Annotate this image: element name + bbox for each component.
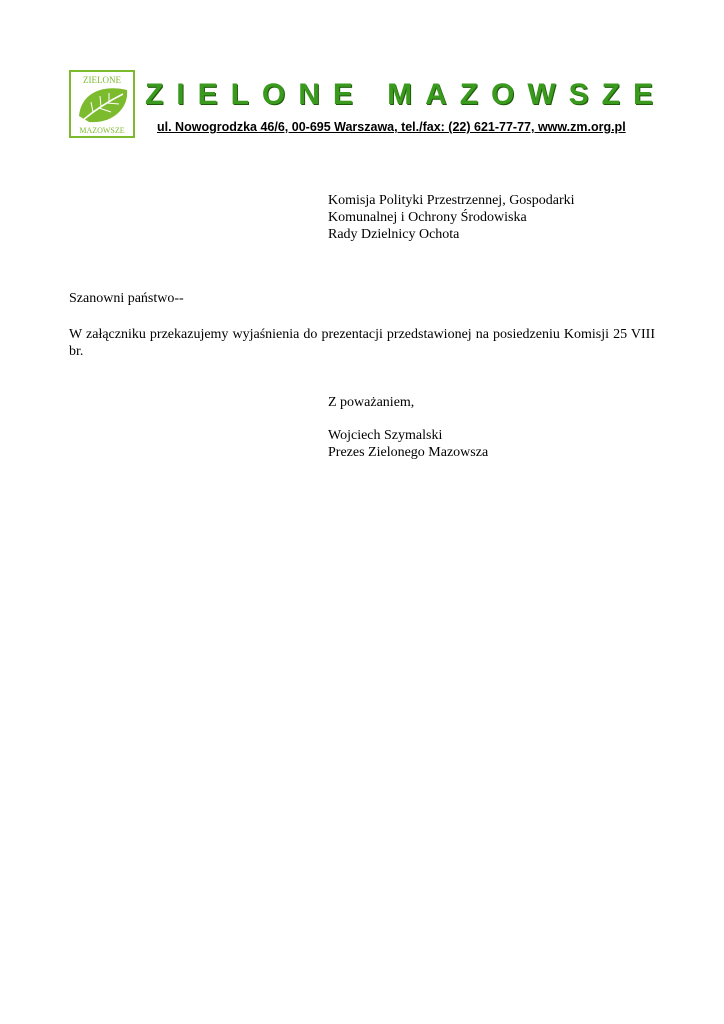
org-name-letter: N bbox=[298, 78, 320, 111]
org-name-letter: Z bbox=[145, 78, 164, 111]
org-name-letter: O bbox=[261, 78, 286, 111]
organization-logo bbox=[69, 70, 135, 138]
signatory-title: Prezes Zielonego Mazowsza bbox=[328, 445, 489, 460]
signatory-name: Wojciech Szymalski bbox=[328, 428, 443, 443]
org-name-space bbox=[366, 78, 374, 112]
organization-address: ul. Nowogrodzka 46/6, 00-695 Warszawa, tel./fax: (22) 621-77-77, www.zm.org.pl bbox=[157, 120, 626, 134]
org-name-letter: E bbox=[632, 78, 653, 111]
logo-bottom-text: MAZOWSZE bbox=[79, 126, 125, 135]
org-name-letter: S bbox=[568, 78, 589, 111]
closing: Z poważaniem, bbox=[328, 395, 415, 410]
leaf-icon bbox=[71, 72, 133, 136]
salutation: Szanowni państwo-- bbox=[69, 291, 184, 306]
org-name-letter: I bbox=[176, 78, 185, 111]
letterhead bbox=[69, 70, 659, 140]
org-name-letter: E bbox=[197, 78, 218, 111]
org-name-letter: Z bbox=[459, 78, 479, 111]
recipient-line: Komunalnej i Ochrony Środowiska bbox=[328, 210, 527, 225]
org-name-letter: M bbox=[387, 78, 413, 111]
signature-block bbox=[328, 427, 488, 461]
org-name-letter: L bbox=[230, 78, 249, 111]
org-name-letter: W bbox=[527, 78, 556, 111]
recipient-line: Komisja Polityki Przestrzennej, Gospodarki bbox=[328, 193, 575, 208]
org-name-letter: A bbox=[425, 78, 447, 111]
organization-name bbox=[145, 78, 653, 112]
org-name-letter: Z bbox=[601, 78, 620, 111]
recipient-block bbox=[328, 192, 575, 243]
logo-top-text: ZIELONE bbox=[83, 75, 121, 85]
org-name-letter: E bbox=[332, 78, 353, 111]
recipient-line: Rady Dzielnicy Ochota bbox=[328, 227, 460, 242]
letter-body: W załączniku przekazujemy wyjaśnienia do prezentacji przedstawionej na posiedzeniu Komisji 25 VIII br. bbox=[69, 327, 655, 359]
org-name-letter: O bbox=[491, 78, 515, 111]
